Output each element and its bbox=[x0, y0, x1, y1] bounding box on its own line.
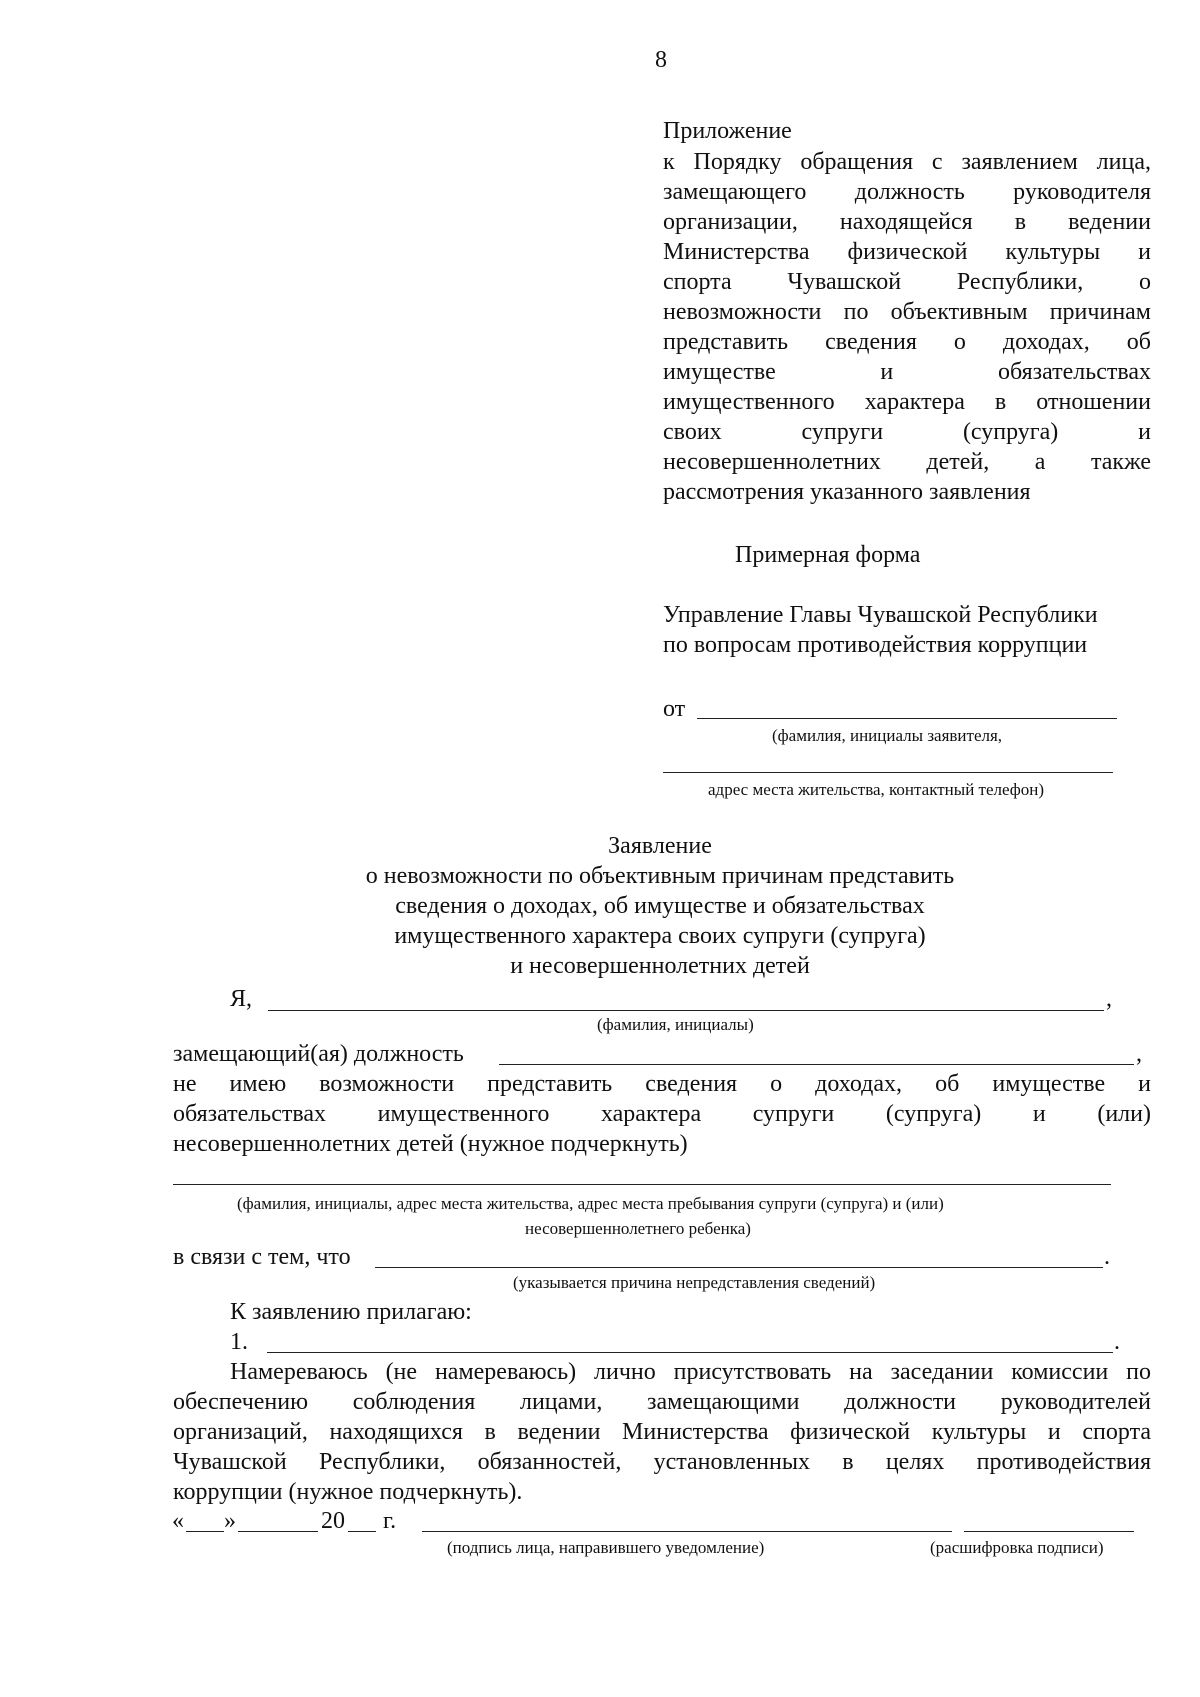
appendix-line: к Порядку обращения с заявлением лица, bbox=[663, 149, 1151, 175]
intend-line: Чувашской Республики, обязанностей, установленных в целях противодействия bbox=[173, 1449, 1151, 1475]
attach-label: К заявлению прилагаю: bbox=[230, 1299, 472, 1325]
date-day-field[interactable] bbox=[186, 1531, 224, 1532]
from-label: от bbox=[663, 696, 686, 722]
attachment-field[interactable] bbox=[267, 1352, 1113, 1353]
attach-item-number: 1. bbox=[230, 1329, 248, 1355]
applicant-address-field[interactable] bbox=[663, 772, 1113, 773]
address-hint: адрес места жительства, контактный телефон) bbox=[708, 780, 1045, 799]
i-label: Я, bbox=[230, 986, 253, 1012]
appendix-line: рассмотрения указанного заявления bbox=[663, 479, 1031, 505]
date-close-quote: » bbox=[224, 1508, 236, 1534]
statement-title: Заявление bbox=[608, 833, 712, 859]
applicant-name-field[interactable] bbox=[697, 718, 1117, 719]
intend-line: Намереваюсь (не намереваюсь) лично присутствовать на заседании комиссии по bbox=[230, 1359, 1151, 1385]
appendix-line: несовершеннолетних детей, а также bbox=[663, 449, 1151, 475]
unable-line: не имею возможности представить сведения о доходах, об имуществе и bbox=[173, 1071, 1151, 1097]
appendix-line: имущественного характера в отношении bbox=[663, 389, 1151, 415]
page-number: 8 bbox=[655, 47, 667, 73]
addressee-line-1: Управление Главы Чувашской Республики bbox=[663, 602, 1098, 628]
declarant-name-field[interactable] bbox=[268, 1010, 1104, 1011]
decode-hint: (расшифровка подписи) bbox=[930, 1538, 1104, 1557]
appendix-line: своих супруги (супруга) и bbox=[663, 419, 1151, 445]
comma: , bbox=[1106, 986, 1112, 1012]
statement-subtitle-line: имущественного характера своих супруги (супруга) bbox=[394, 923, 926, 949]
appendix-line: имуществе и обязательствах bbox=[663, 359, 1151, 385]
position-field[interactable] bbox=[499, 1064, 1134, 1065]
signature-hint: (подпись лица, направившего уведомление) bbox=[447, 1538, 765, 1557]
year-suffix: г. bbox=[383, 1508, 397, 1534]
position-label: замещающий(ая) должность bbox=[173, 1041, 464, 1067]
intend-line: организаций, находящихся в ведении Министерства физической культуры и спорта bbox=[173, 1419, 1151, 1445]
date-month-field[interactable] bbox=[238, 1531, 318, 1532]
statement-subtitle-line: и несовершеннолетних детей bbox=[510, 953, 810, 979]
family-hint: несовершеннолетнего ребенка) bbox=[525, 1219, 751, 1238]
comma: , bbox=[1136, 1041, 1142, 1067]
appendix-line: представить сведения о доходах, об bbox=[663, 329, 1151, 355]
year-prefix: 20 bbox=[321, 1508, 345, 1534]
statement-subtitle-line: сведения о доходах, об имуществе и обязательствах bbox=[395, 893, 925, 919]
applicant-hint: (фамилия, инициалы заявителя, bbox=[772, 726, 1003, 745]
appendix-line: замещающего должность руководителя bbox=[663, 179, 1151, 205]
appendix-line: Министерства физической культуры и bbox=[663, 239, 1151, 265]
statement-subtitle-line: о невозможности по объективным причинам представить bbox=[365, 863, 955, 889]
intend-line: обеспечению соблюдения лицами, замещающими должности руководителей bbox=[173, 1389, 1151, 1415]
period: . bbox=[1104, 1244, 1110, 1270]
family-hint-text: (фамилия, инициалы, адрес места жительства, адрес места пребывания супруги (супруга) и (или) bbox=[237, 1194, 944, 1213]
addressee-line-2: по вопросам противодействия коррупции bbox=[663, 632, 1088, 658]
date-open-quote: « bbox=[172, 1508, 184, 1534]
period: . bbox=[1114, 1329, 1120, 1355]
appendix-line: невозможности по объективным причинам bbox=[663, 299, 1151, 325]
intend-line: коррупции (нужное подчеркнуть). bbox=[173, 1479, 523, 1505]
form-label: Примерная форма bbox=[735, 542, 921, 568]
reason-hint: (указывается причина непредставления сведений) bbox=[513, 1273, 876, 1292]
unable-line: несовершеннолетних детей (нужное подчеркнуть) bbox=[173, 1131, 688, 1157]
appendix-line: организации, находящейся в ведении bbox=[663, 209, 1151, 235]
family-info-field[interactable] bbox=[173, 1184, 1111, 1185]
reason-label: в связи с тем, что bbox=[173, 1244, 351, 1270]
appendix-title: Приложение bbox=[663, 118, 792, 144]
date-year-field[interactable] bbox=[348, 1531, 376, 1532]
family-hint bbox=[237, 1192, 944, 1214]
reason-field[interactable] bbox=[375, 1267, 1103, 1268]
name-hint: (фамилия, инициалы) bbox=[597, 1015, 754, 1034]
appendix-line: спорта Чувашской Республики, о bbox=[663, 269, 1151, 295]
signature-decoding-field[interactable] bbox=[964, 1531, 1134, 1532]
signature-field[interactable] bbox=[422, 1531, 952, 1532]
unable-line: обязательствах имущественного характера супруги (супруга) и (или) bbox=[173, 1101, 1151, 1127]
